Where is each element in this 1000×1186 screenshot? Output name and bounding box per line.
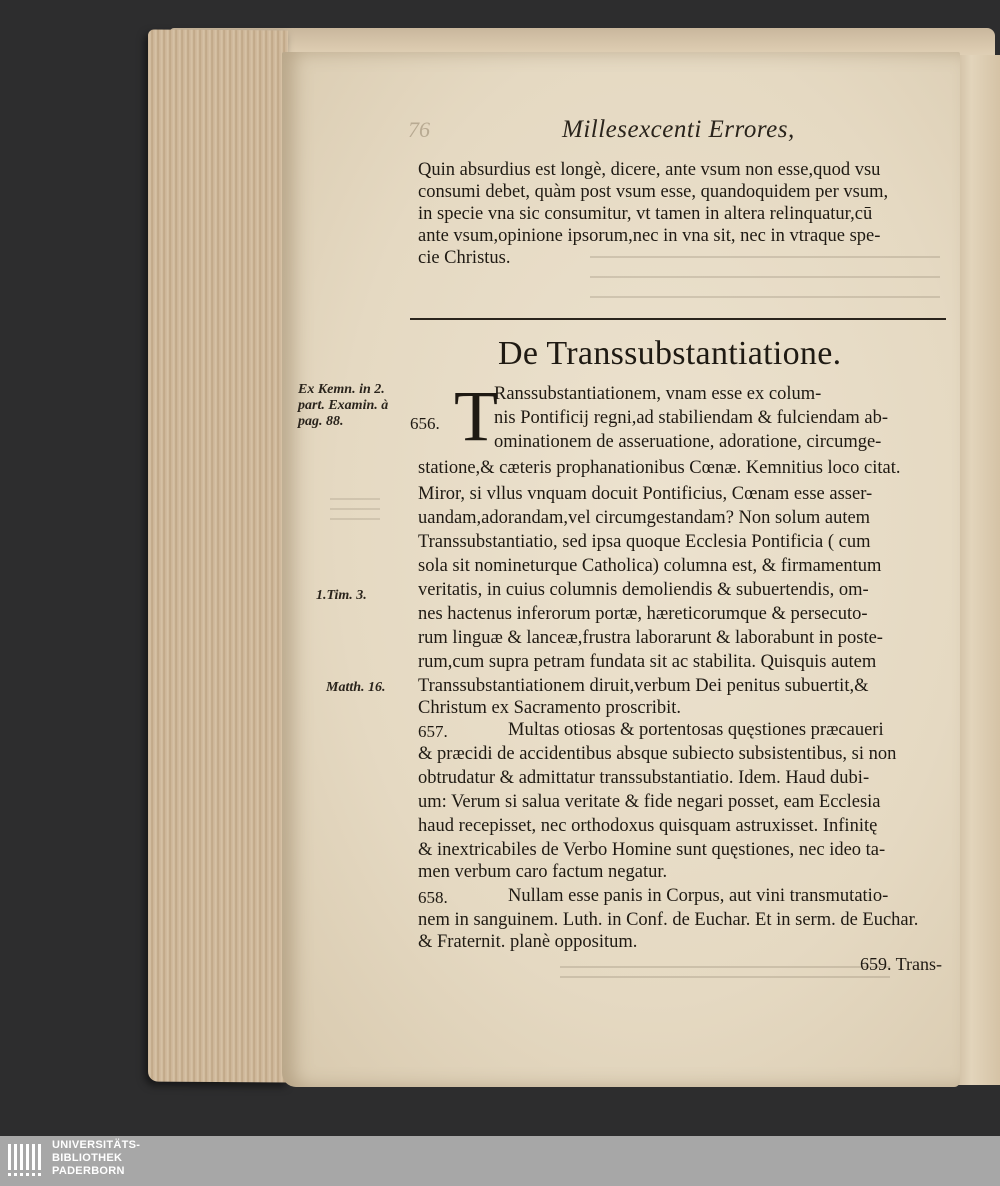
footer-bar [0, 1136, 1000, 1186]
para-line: sola sit nomineturque Catholica) columna est, & firmamentum [418, 556, 882, 576]
para-line: nis Pontificij regni,ad stabiliendam & fulciendam ab- [494, 408, 889, 428]
logo-line: BIBLIOTHEK [52, 1152, 123, 1164]
para-line: Christum ex Sacramento proscribit. [418, 698, 682, 718]
section-rule [410, 318, 946, 320]
logo-line: PADERBORN [52, 1165, 125, 1177]
margin-note-kemnitius: pag. 88. [298, 414, 344, 429]
margin-note-matthew: Matth. 16. [326, 680, 386, 695]
logo-line: UNIVERSITÄTS- [52, 1139, 141, 1151]
para-line: & inextricabiles de Verbo Homine sunt quęstiones, nec ideo ta- [418, 840, 886, 860]
para-line: uandam,adorandam,vel circumgestandam? Non solum autem [418, 508, 871, 528]
paragraph-number: 656. [410, 414, 440, 433]
para-line: veritatis, in cuius columnis demoliendis & subuertendis, om- [418, 580, 869, 600]
para-line: Ranssubstantiationem, vnam esse ex colum- [494, 384, 822, 404]
show-through-margin [330, 490, 380, 526]
intro-line: ante vsum,opinione ipsorum,nec in vna sit, nec in vtraque spe- [418, 226, 881, 246]
drop-cap: T [454, 376, 498, 456]
paragraph-number: 657. [418, 722, 448, 741]
running-head: Millesexcenti Errores, [562, 116, 795, 143]
section-title: De Transsubstantiatione. [498, 335, 842, 372]
intro-line: consumi debet, quàm post vsum esse, quandoquidem per vsum, [418, 182, 889, 202]
book-page-edges [148, 30, 288, 1083]
para-line: rum,cum supra petram fundata sit ac stabilita. Quisquis autem [418, 652, 877, 672]
para-line: nem in sanguinem. Luth. in Conf. de Euchar. Et in serm. de Euchar. [418, 910, 919, 930]
intro-line: cie Christus. [418, 248, 511, 268]
margin-note-kemnitius: part. Examin. à [298, 398, 389, 413]
para-line: Transsubstantiatio, sed ipsa quoque Ecclesia Pontificia ( cum [418, 532, 871, 552]
library-logo-icon [6, 1140, 46, 1180]
para-line: & præcidi de accidentibus absque subiecto subsistentibus, si non [418, 744, 897, 764]
intro-line: Quin absurdius est longè, dicere, ante vsum non esse,quod vsu [418, 160, 881, 180]
para-line: ominationem de asseruatione, adoratione, circumge- [494, 432, 882, 452]
paragraph-number: 658. [418, 888, 448, 907]
library-logo-text [52, 1139, 140, 1178]
intro-line: in specie vna sic consumitur, vt tamen in altera relinquatur,cū [418, 204, 873, 224]
folio-number: 76 [408, 117, 430, 142]
para-line: obtrudatur & admittatur transsubstantiatio. Idem. Haud dubi- [418, 768, 870, 788]
show-through-bottom [560, 958, 890, 984]
para-line: Multas otiosas & portentosas quęstiones præcaueri [508, 720, 884, 740]
para-line: men verbum caro factum negatur. [418, 862, 668, 882]
para-line: um: Verum si salua veritate & fide negari posset, eam Ecclesia [418, 792, 881, 812]
margin-note-timothy: 1.Tim. 3. [316, 588, 367, 603]
para-line: statione,& cæteris prophanationibus Cœnæ. Kemnitius loco citat. [418, 458, 901, 478]
para-line: & Fraternit. planè oppositum. [418, 932, 638, 952]
para-line: rum linguæ & lanceæ,frustra laborarunt & laborabunt in poste- [418, 628, 883, 648]
para-line: Miror, si vllus vnquam docuit Pontificius, Cœnam esse asser- [418, 484, 873, 504]
para-line: Transsubstantiationem diruit,verbum Dei penitus subuertit,& [418, 676, 869, 696]
para-line: Nullam esse panis in Corpus, aut vini transmutatio- [508, 886, 889, 906]
para-line: nes hactenus inferorum portæ, hæreticorumque & persecuto- [418, 604, 868, 624]
catchword: 659. Trans- [860, 954, 943, 974]
margin-note-kemnitius: Ex Kemn. in 2. [298, 382, 385, 397]
para-line: haud recepisset, nec orthodoxus quisquam astruxisset. Infinitę [418, 816, 878, 836]
